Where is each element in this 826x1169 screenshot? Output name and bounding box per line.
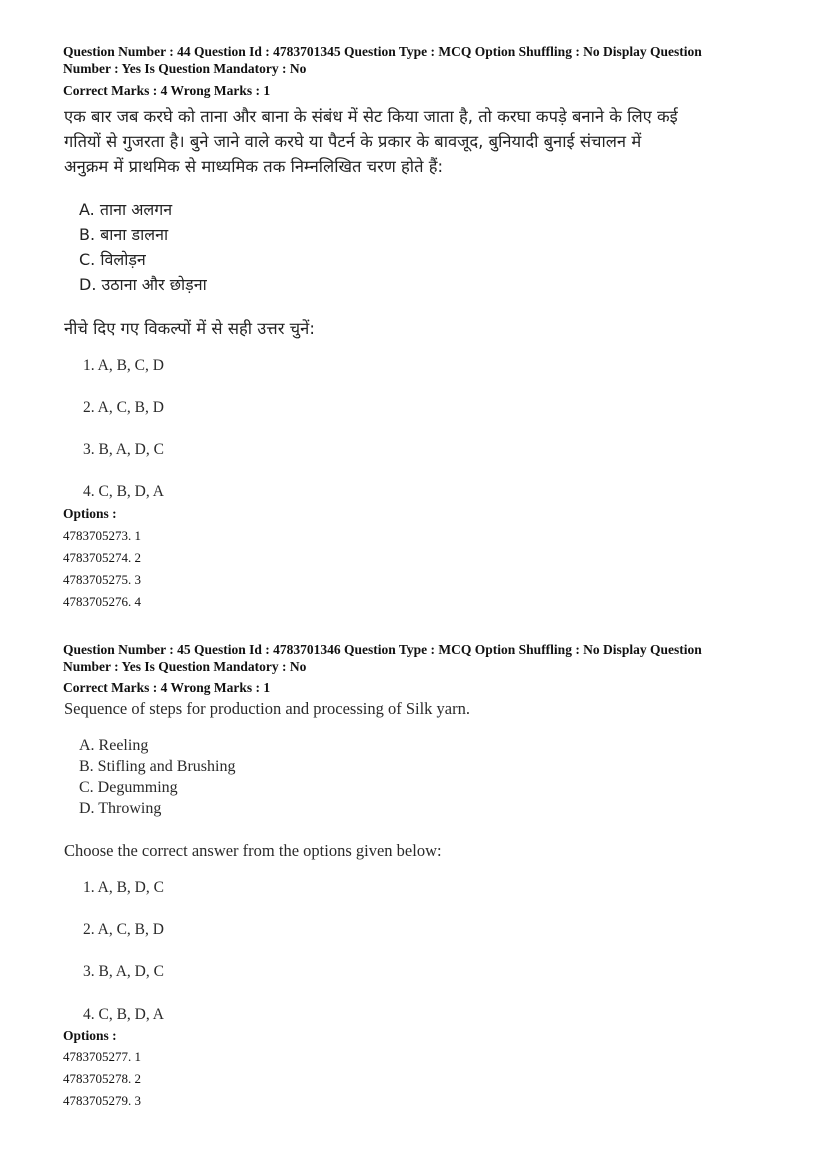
q44-option-4: 4783705276. 4 [63, 594, 141, 609]
q44-meta-line2: Number : Yes Is Question Mandatory : No [63, 61, 307, 76]
q45-options-label: Options : [63, 1028, 117, 1043]
q44-choice-4: 4. C, B, D, A [83, 483, 164, 500]
q44-stem-line3: अनुक्रम में प्राथमिक से माध्यमिक तक निम्नलिखित चरण होते हैं: [64, 157, 444, 176]
q45-marks: Correct Marks : 4 Wrong Marks : 1 [63, 680, 271, 695]
q44-meta-line1: Question Number : 44 Question Id : 4783701345 Question Type : MCQ Option Shuffling : No Display Question [63, 44, 702, 59]
q44-stem-line2: गतियों से गुजरता है। बुने जाने वाले करघे या पैटर्न के प्रकार के बावजूद, बुनियादी बुनाई संचालन में [64, 132, 642, 151]
q45-option-3: 4783705279. 3 [63, 1093, 141, 1108]
q44-prompt: नीचे दिए गए विकल्पों में से सही उत्तर चुनें: [64, 319, 315, 338]
q45-meta-line2: Number : Yes Is Question Mandatory : No [63, 659, 307, 674]
q45-meta-line1: Question Number : 45 Question Id : 4783701346 Question Type : MCQ Option Shuffling : No Display Question [63, 642, 702, 657]
q45-header [63, 641, 783, 675]
q45-option-2: 4783705278. 2 [63, 1071, 141, 1086]
q45-choice-3: 3. B, A, D, C [83, 963, 164, 980]
q45-item-a: A. Reeling [79, 737, 149, 754]
q45-choice-1: 1. A, B, D, C [83, 879, 164, 896]
q44-option-1: 4783705273. 1 [63, 528, 141, 543]
q45-stem: Sequence of steps for production and processing of Silk yarn. [64, 699, 470, 718]
q44-options-label: Options : [63, 506, 117, 521]
q45-choice-4: 4. C, B, D, A [83, 1006, 164, 1023]
q44-item-b: B. बाना डालना [79, 225, 169, 244]
q45-prompt: Choose the correct answer from the options given below: [64, 841, 442, 860]
q44-stem-line1: एक बार जब करघे को ताना और बाना के संबंध में सेट किया जाता है, तो करघा कपड़े बनाने के लिए कई [64, 107, 678, 126]
q44-header [63, 43, 783, 77]
q45-item-d: D. Throwing [79, 800, 162, 817]
q44-option-3: 4783705275. 3 [63, 572, 141, 587]
q44-marks: Correct Marks : 4 Wrong Marks : 1 [63, 83, 271, 98]
q44-option-2: 4783705274. 2 [63, 550, 141, 565]
q44-choice-3: 3. B, A, D, C [83, 441, 164, 458]
q45-item-c: C. Degumming [79, 779, 178, 796]
q44-choice-1: 1. A, B, C, D [83, 357, 164, 374]
q44-item-a: A. ताना अलगन [79, 200, 173, 219]
q44-item-d: D. उठाना और छोड़ना [79, 275, 207, 294]
q45-item-b: B. Stifling and Brushing [79, 758, 236, 775]
q45-choice-2: 2. A, C, B, D [83, 921, 164, 938]
q44-choice-2: 2. A, C, B, D [83, 399, 164, 416]
q44-item-c: C. विलोड़न [79, 250, 146, 269]
q45-option-1: 4783705277. 1 [63, 1049, 141, 1064]
